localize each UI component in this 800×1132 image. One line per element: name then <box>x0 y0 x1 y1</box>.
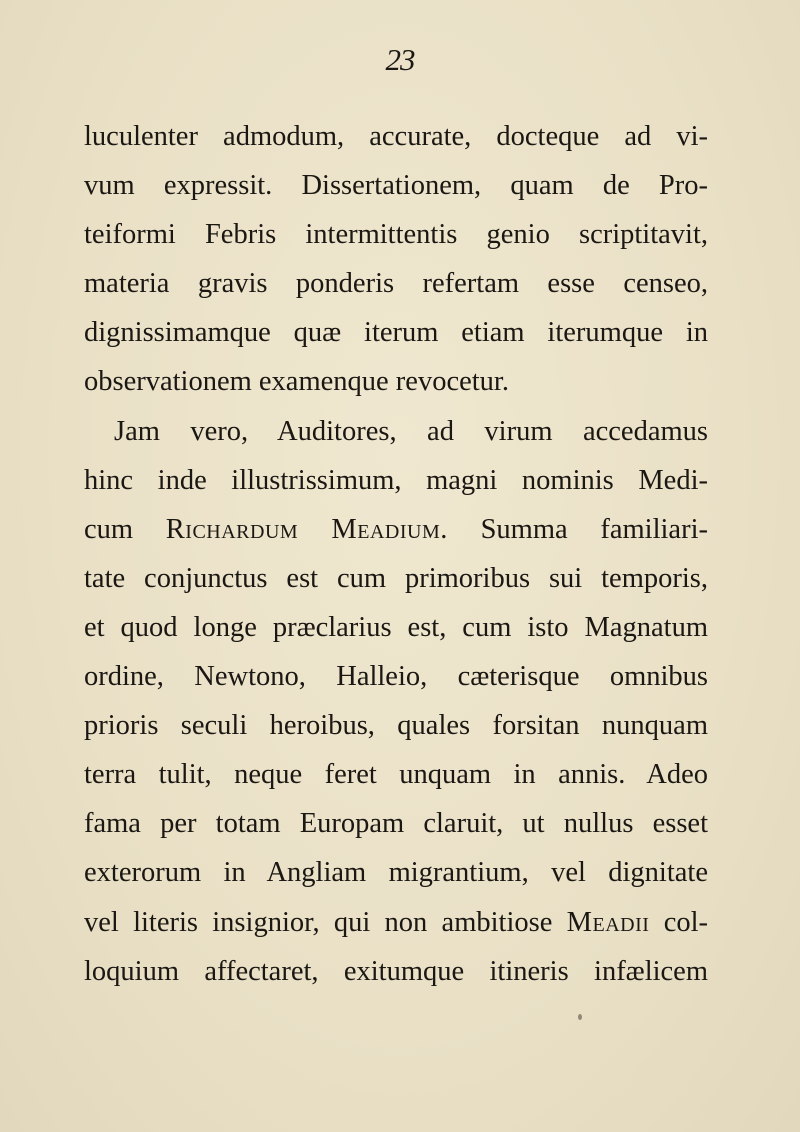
text-line: hinc inde illustrissimum, magni nominis Medi- <box>84 464 708 496</box>
small-caps-name: Meadii <box>566 906 650 938</box>
text-run: Summa familiari- <box>447 513 708 545</box>
text-line: prioris seculi heroibus, quales forsitan nunquam <box>84 710 708 742</box>
text-line: materia gravis ponderis refertam esse censeo, <box>84 268 708 300</box>
text-line: teiformi Febris intermittentis genio scriptitavit, <box>84 219 708 251</box>
text-line-paragraph-start: Jam vero, Auditores, ad virum accedamus <box>114 415 708 447</box>
text-line: exterorum in Angliam migrantium, vel dignitate <box>84 857 708 889</box>
text-run: vel literis insignior, qui non ambitiose <box>84 906 567 938</box>
text-line <box>84 505 708 554</box>
text-line: loquium affectaret, exitumque itineris infælicem <box>84 955 708 987</box>
text-line: vum expressit. Dissertationem, quam de Pro- <box>84 170 708 202</box>
text-line: dignissimamque quæ iterum etiam iterumque in <box>84 317 708 349</box>
small-caps-name: Richardum Meadium. <box>165 513 448 545</box>
text-line: terra tulit, neque feret unquam in annis. Adeo <box>84 759 708 791</box>
text-line: observationem examenque revocetur. <box>84 366 509 398</box>
body-text <box>84 112 708 996</box>
page-number: 23 <box>385 42 415 77</box>
text-line: luculenter admodum, accurate, docteque ad vi- <box>84 121 708 152</box>
text-run: cum <box>84 513 166 545</box>
text-line: et quod longe præclarius est, cum isto Magnatum <box>84 611 708 643</box>
text-line: fama per totam Europam claruit, ut nullus esset <box>84 808 708 840</box>
text-line: ordine, Newtono, Halleio, cæterisque omnibus <box>84 661 708 693</box>
text-line <box>84 898 708 947</box>
text-run: col- <box>649 906 709 938</box>
ink-speck <box>578 1014 582 1020</box>
text-line: tate conjunctus est cum primoribus sui temporis, <box>84 562 708 594</box>
